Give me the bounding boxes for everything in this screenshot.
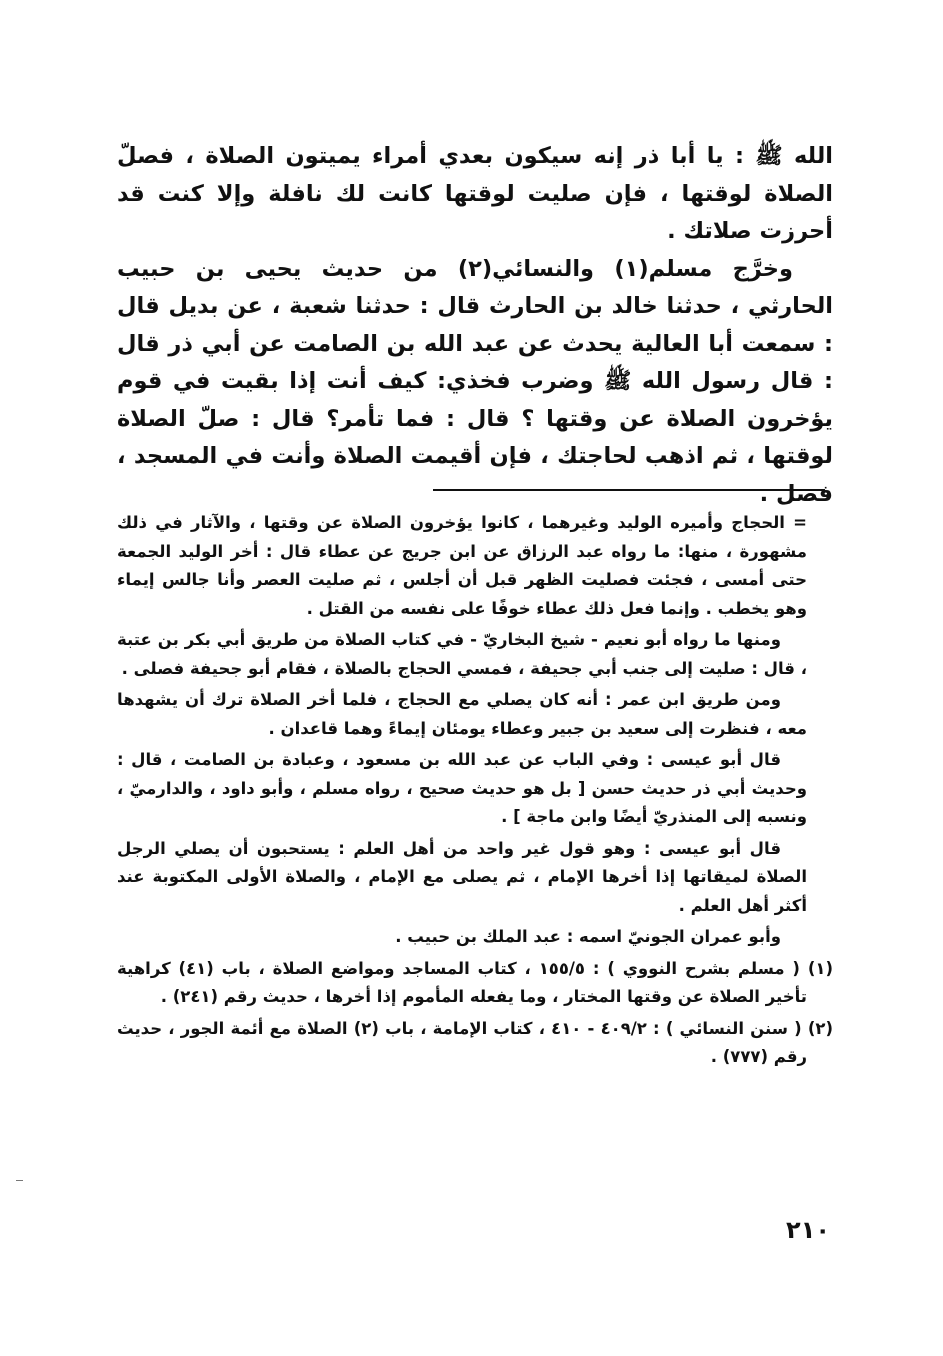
note-paragraph: قال أبو عيسى : وفي الباب عن عبد الله بن مسعود ، وعبادة بن الصامت ، قال : وحديث أبي ذر حديث حسن [ بل هو حديث صحيح ، رواه مسلم ، وأبو داود ، والدارميّ ، ونسبه إلى المنذريّ أيضًا وابن ماجة ] .	[117, 750, 807, 826]
footnote-2: (٢) ( سنن النسائي ) : ٤٠٩/٢ - ٤١٠ ، كتاب الإمامة ، باب (٢) الصلاة مع أئمة الجور ، حديث رقم (٧٧٧) .	[117, 1018, 834, 1066]
note-paragraph: قال أبو عيسى : وهو قول غير واحد من أهل العلم : يستحبون أن يصلي الرجل الصلاة لميقاتها إذا أخرها الإمام ، ثم يصلى مع الإمام ، والصلاة الأولى المكتوبة عند أكثر أهل العلم .	[117, 838, 807, 915]
main-paragraph: الله ﷺ : يا أبا ذر إنه سيكون بعدي أمراء يميتون الصلاة ، فصلّ الصلاة لوقتها ، فإن صليت لوقتها كانت لك نافلة وإلا كنت قد أحرزت صلاتك .	[117, 143, 833, 244]
scan-artifact	[16, 1180, 23, 1181]
main-text	[117, 138, 833, 513]
note-paragraph: ومنها ما رواه أبو نعيم - شيخ البخاريّ - في كتاب الصلاة من طريق أبي بكر بن عتبة ، قال : صليت إلى جنب أبي جحيفة ، فمسي الحجاج بالصلاة ، فقام أبو جحيفة فصلى .	[117, 630, 807, 678]
note-continuation: = الحجاج وأميره الوليد وغيرهما ، كانوا يؤخرون الصلاة عن وقتها ، والآثار في ذلك مشهورة ، منها: ما رواه عبد الرزاق عن ابن جريج عن عطاء قال : أخر الوليد الجمعة حتى أمسى ، فجئت فصليت الظهر قبل أن أجلس ، ثم صليت العصر وأنا جالس إيماء وهو يخطب . وإنما فعل ذلك عطاء خوفًا على نفسه من القتل .	[117, 513, 807, 618]
footnote-1: (١) ( مسلم بشرح النووي ) : ١٥٥/٥ ، كتاب المساجد ومواضع الصلاة ، باب (٤١) كراهية تأخير الصلاة عن وقتها المختار ، وما يفعله المأموم إذا أخرها ، حديث رقم (٢٤١) .	[117, 958, 833, 1006]
footnote-separator	[433, 489, 825, 491]
main-paragraph: وخرَّج مسلم(١) والنسائي(٢) من حديث يحيى بن حبيب الحارثي ، حدثنا خالد بن الحارث قال : حدثنا شعبة ، عن بديل قال : سمعت أبا العالية يحدث عن عبد الله بن الصامت عن أبي ذر قال : قال رسول الله ﷺ وضرب فخذي: كيف أنت إذا بقيت في قوم يؤخرون الصلاة عن وقتها ؟ قال : فما تأمر؟ قال : صلّ الصلاة لوقتها ، ثم اذهب لحاجتك ، فإن أقيمت الصلاة وأنت في المسجد ، فصل .	[117, 255, 833, 507]
page-number: ٢١٠	[786, 1216, 830, 1244]
note-paragraph: ومن طريق ابن عمر : أنه كان يصلي مع الحجاج ، فلما أخر الصلاة ترك أن يشهدها معه ، فنظرت إلى سعيد بن جبير وعطاء يومئان إيماءً وهما قاعدان .	[117, 690, 807, 738]
notes-section	[117, 509, 833, 1075]
note-paragraph: وأبو عمران الجونيّ اسمه : عبد الملك بن حبيب .	[395, 927, 781, 946]
